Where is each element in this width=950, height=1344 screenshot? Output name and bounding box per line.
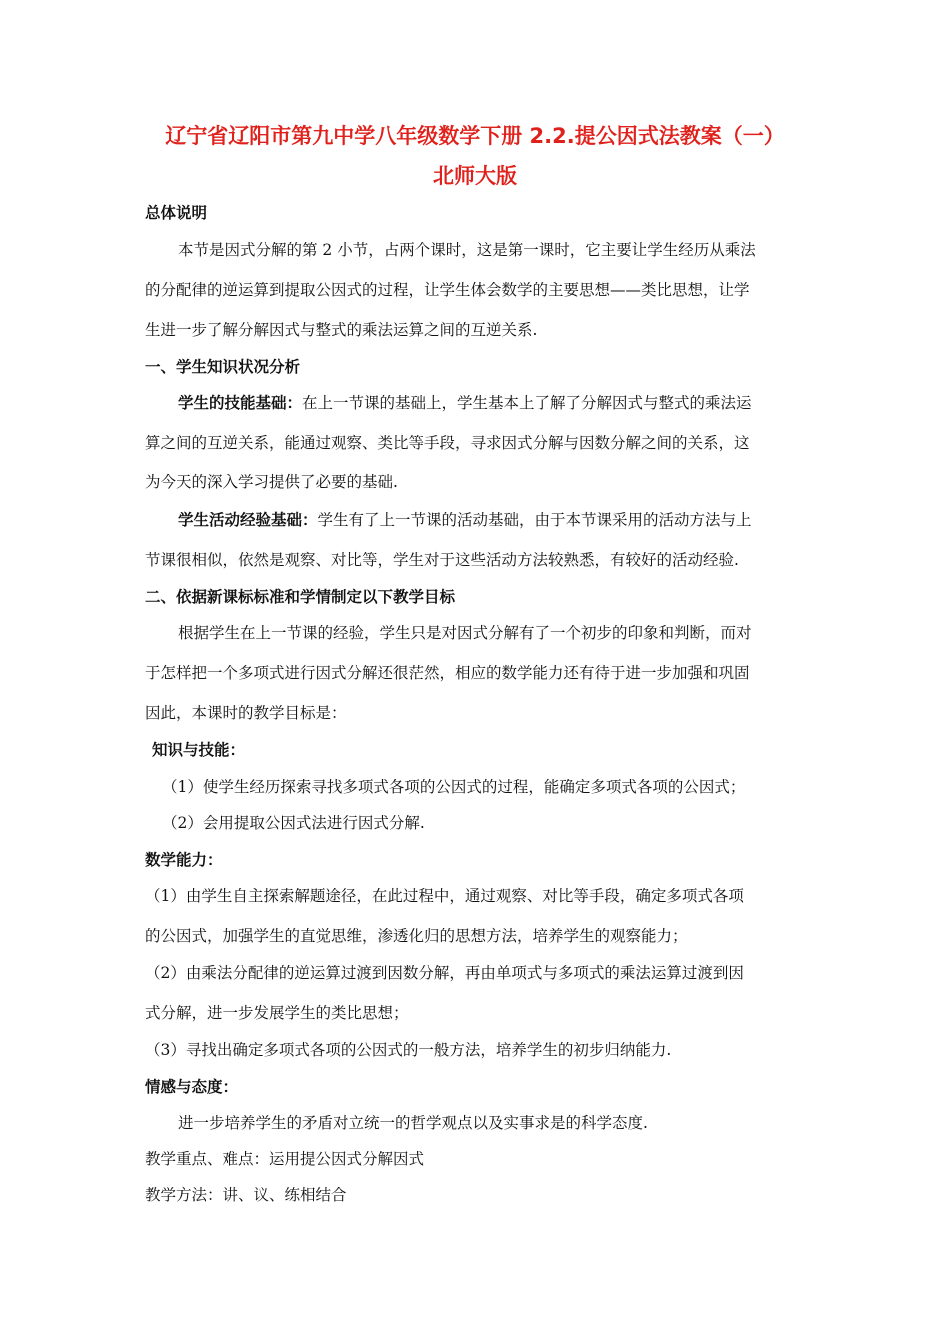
skill-label: 学生的技能基础： [178,394,303,412]
goal-intro-line-2: 于怎样把一个多项式进行因式分解还很茫然，相应的数学能力还有待于进一步加强和巩固 [145,664,750,682]
math-ability-line-1: （1）由学生自主探索解题途径，在此过程中，通过观察、对比等手段，确定多项式各项 [145,887,744,905]
overview-heading: 总体说明 [145,204,208,222]
activity-text: 学生有了上一节课的活动基础，由于本节课采用的活动方法与上 [317,511,752,529]
knowledge-item-1: （1）使学生经历探索寻找多项式各项的公因式的过程，能确定多项式各项的公因式； [162,778,746,796]
overview-line-1: 本节是因式分解的第 2 小节，占两个课时，这是第一课时，它主要让学生经历从乘法 [178,241,756,259]
activity-paragraph-line-2: 节课很相似，依然是观察、对比等，学生对于这些活动方法较熟悉，有较好的活动经验. [145,551,739,569]
document-title-line1: 辽宁省辽阳市第九中学八年级数学下册 2.2.提公因式法教案（一） [165,124,785,148]
section2-heading: 二、依据新课标标准和学情制定以下教学目标 [145,588,456,606]
teaching-method-line: 教学方法：讲、议、练相结合 [145,1186,347,1204]
skill-paragraph-line-3: 为今天的深入学习提供了必要的基础. [145,473,398,491]
knowledge-heading: 知识与技能： [152,741,246,759]
skill-paragraph-line-2: 算之间的互逆关系，能通过观察、类比等手段，寻求因式分解与因数分解之间的关系，这 [145,434,750,452]
math-ability-line-5: （3）寻找出确定多项式各项的公因式的一般方法，培养学生的初步归纳能力. [145,1041,672,1059]
math-ability-line-2: 的公因式，加强学生的直觉思维，渗透化归的思想方法，培养学生的观察能力； [145,927,688,945]
math-ability-line-4: 式分解，进一步发展学生的类比思想； [145,1004,409,1022]
goal-intro-line-1: 根据学生在上一节课的经验，学生只是对因式分解有了一个初步的印象和判断，而对 [178,624,752,642]
math-ability-heading: 数学能力： [145,851,223,869]
section1-heading: 一、学生知识状况分析 [145,358,301,376]
goal-intro-line-3: 因此，本课时的教学目标是： [145,704,347,722]
teaching-focus-line: 教学重点、难点：运用提公因式分解因式 [145,1150,425,1168]
skill-paragraph-line-1 [178,393,752,413]
emotion-heading: 情感与态度： [145,1078,239,1096]
document-title-line2: 北师大版 [433,164,517,188]
activity-label: 学生活动经验基础： [178,511,318,529]
activity-paragraph-line-1 [178,510,752,530]
knowledge-item-2: （2）会用提取公因式法进行因式分解. [162,814,425,832]
skill-text: 在上一节课的基础上，学生基本上了解了分解因式与整式的乘法运 [302,394,752,412]
overview-line-2: 的分配律的逆运算到提取公因式的过程，让学生体会数学的主要思想——类比思想，让学 [145,281,750,299]
overview-line-3: 生进一步了解分解因式与整式的乘法运算之间的互逆关系. [145,321,538,339]
emotion-line: 进一步培养学生的矛盾对立统一的哲学观点以及实事求是的科学态度. [178,1114,648,1132]
math-ability-line-3: （2）由乘法分配律的逆运算过渡到因数分解，再由单项式与多项式的乘法运算过渡到因 [145,964,744,982]
